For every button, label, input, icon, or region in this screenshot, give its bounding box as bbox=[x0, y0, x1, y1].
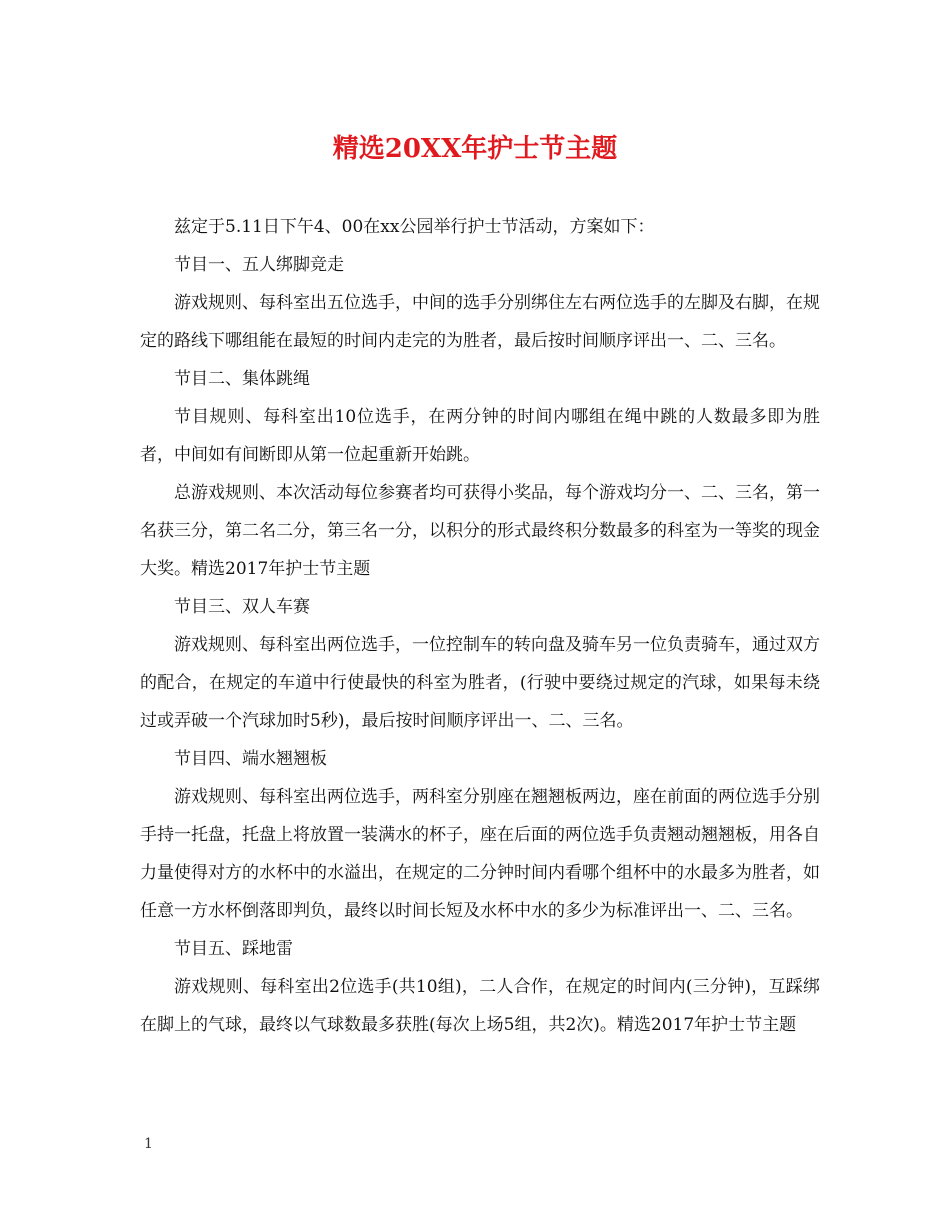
paragraph-program-1-heading: 节目一、五人绑脚竞走 bbox=[174, 255, 344, 275]
paragraph-program-2-rules: 节目规则、每科室出10位选手，在两分钟的时间内哪组在绳中跳的人数最多即为胜者，中间如有间断即从第一位起重新开始跳。 bbox=[140, 407, 820, 465]
paragraph-program-3-heading: 节目三、双人车赛 bbox=[174, 597, 310, 617]
document-title: 精选20XX年护士节主题 bbox=[332, 134, 618, 164]
paragraph-program-3-rules: 游戏规则、每科室出两位选手，一位控制车的转向盘及骑车另一位负责骑车，通过双方的配合，在规定的车道中行使最快的科室为胜者，(行驶中要绕过规定的汽球，如果每未绕过或弄破一个汽球加时5秒)，最后按时间顺序评出一、二、三名。 bbox=[140, 635, 820, 731]
paragraph-intro: 兹定于5.11日下午4、00在xx公园举行护士节活动，方案如下： bbox=[174, 217, 655, 237]
paragraph-program-4-heading: 节目四、端水翘翘板 bbox=[174, 749, 327, 769]
paragraph-program-5-heading: 节目五、踩地雷 bbox=[174, 939, 293, 959]
paragraph-program-1-rules: 游戏规则、每科室出五位选手，中间的选手分别绑住左右两位选手的左脚及右脚，在规定的路线下哪组能在最短的时间内走完的为胜者，最后按时间顺序评出一、二、三名。 bbox=[140, 293, 820, 351]
paragraph-program-4-rules: 游戏规则、每科室出两位选手，两科室分别座在翘翘板两边，座在前面的两位选手分别手持一托盘，托盘上将放置一装满水的杯子，座在后面的两位选手负责翘动翘翘板，用各自力量使得对方的水杯中的水溢出，在规定的二分钟时间内看哪个组杯中的水最多为胜者，如任意一方水杯倒落即判负，最终以时间长短及水杯中水的多少为标准评出一、二、三名。 bbox=[140, 787, 820, 921]
paragraph-program-2-heading: 节目二、集体跳绳 bbox=[174, 369, 310, 389]
page-number: 1 bbox=[144, 1136, 153, 1152]
paragraph-general-rules: 总游戏规则、本次活动每位参赛者均可获得小奖品，每个游戏均分一、二、三名，第一名获三分，第二名二分，第三名一分，以积分的形式最终积分数最多的科室为一等奖的现金大奖。精选2017年护士节主题 bbox=[140, 483, 820, 579]
document-body bbox=[140, 208, 820, 1044]
paragraph-program-5-rules: 游戏规则、每科室出2位选手(共10组)，二人合作，在规定的时间内(三分钟)，互踩绑在脚上的气球，最终以气球数最多获胜(每次上场5组，共2次)。精选2017年护士节主题 bbox=[140, 977, 820, 1035]
